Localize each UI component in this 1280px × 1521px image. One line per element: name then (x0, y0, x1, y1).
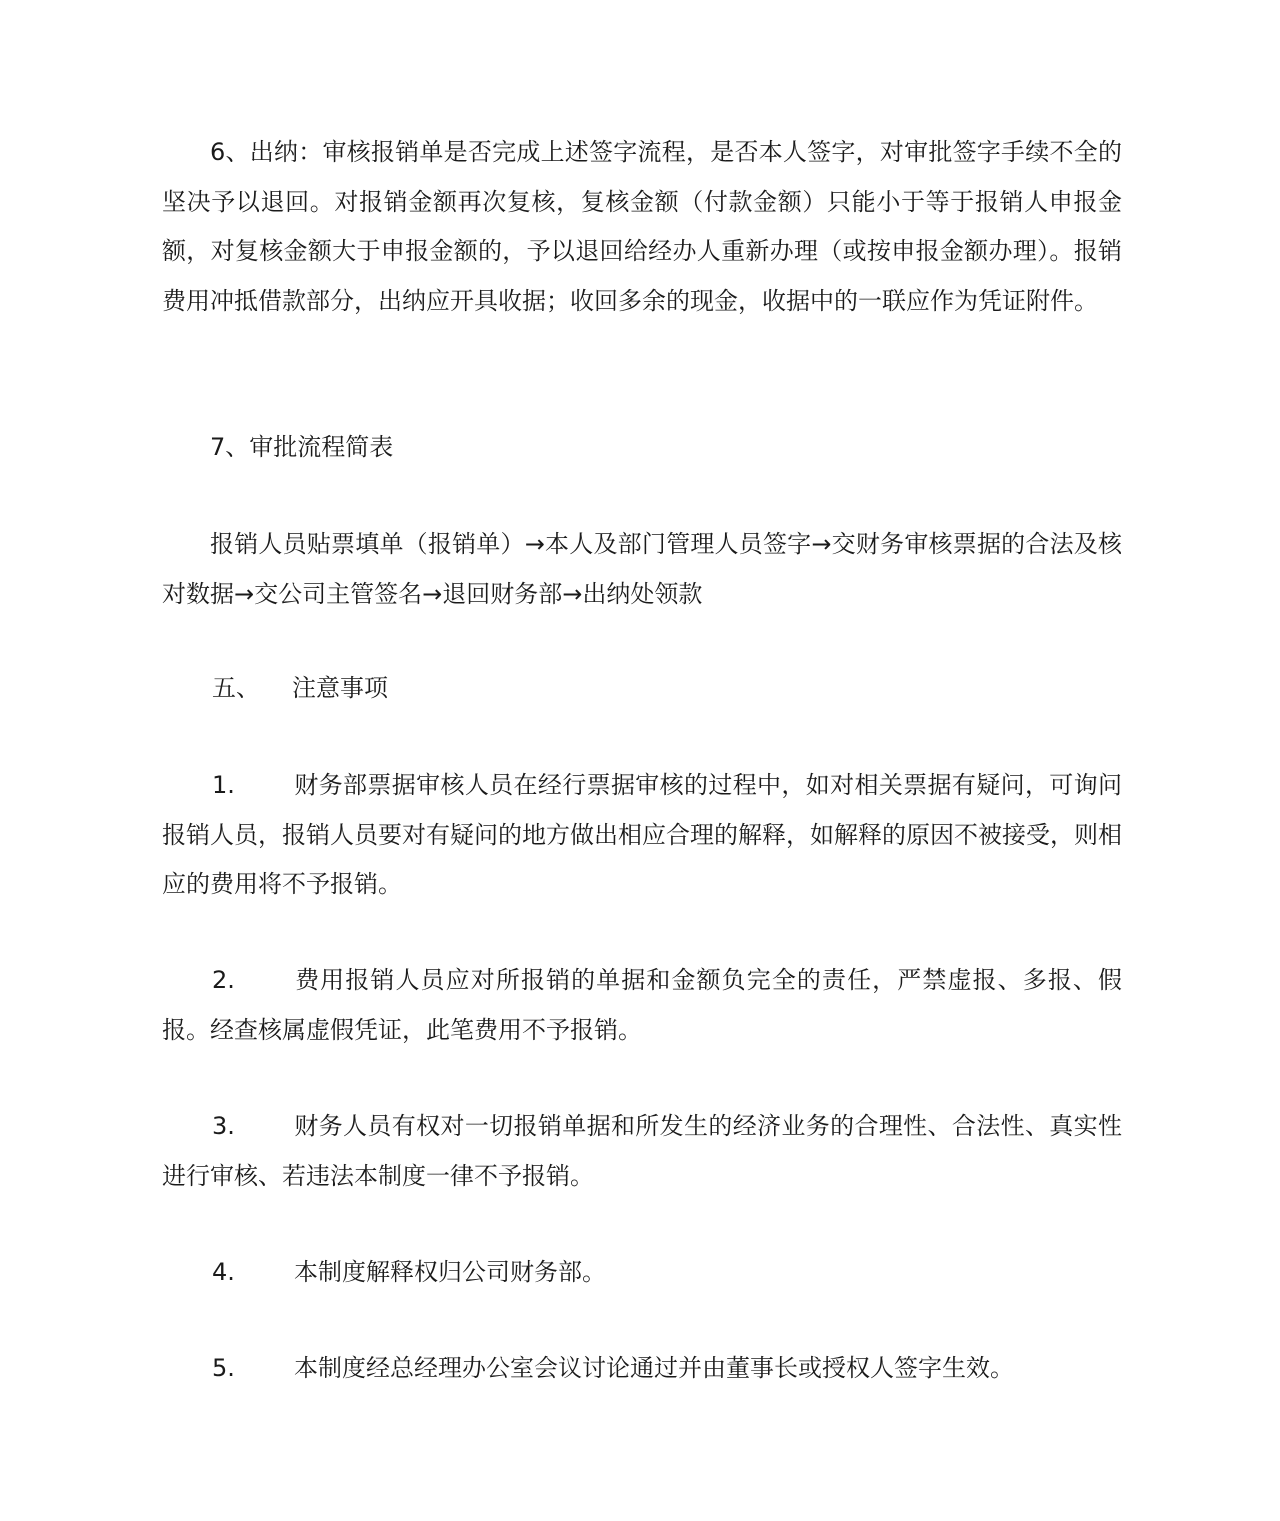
list-item (162, 761, 1122, 910)
section-title: 注意事项 (292, 674, 388, 702)
list-item-number: 1. (212, 771, 235, 799)
list-item (162, 1102, 1122, 1201)
list-item (162, 1248, 1122, 1298)
list-item-text: 本制度解释权归公司财务部。 (294, 1258, 606, 1286)
list-item-text: 费用报销人员应对所报销的单据和金额负完全的责任，严禁虚报、多报、假报。经查核属虚假凭证，此笔费用不予报销。 (162, 966, 1122, 1044)
list-item-number: 3. (212, 1112, 235, 1140)
list-item (162, 1344, 1122, 1394)
list-item-text: 本制度经总经理办公室会议讨论通过并由董事长或授权人签字生效。 (294, 1354, 1014, 1382)
list-item-text: 财务人员有权对一切报销单据和所发生的经济业务的合理性、合法性、真实性进行审核、若违法本制度一律不予报销。 (162, 1112, 1122, 1190)
list-item-number: 5. (212, 1354, 235, 1382)
paragraph-approval-flow-heading: 7、审批流程简表 (210, 433, 394, 461)
section-heading-notes (162, 664, 1122, 714)
list-item-number: 2. (212, 966, 235, 994)
list-item-number: 4. (212, 1258, 235, 1286)
paragraph-approval-flow: 报销人员贴票填单（报销单）→本人及部门管理人员签字→交财务审核票据的合法及核对数据→交公司主管签名→退回财务部→出纳处领款 (162, 530, 1122, 608)
paragraph-cashier: 6、出纳：审核报销单是否完成上述签字流程，是否本人签字，对审批签字手续不全的坚决予以退回。对报销金额再次复核，复核金额（付款金额）只能小于等于报销人申报金额，对复核金额大于申报金额的，予以退回给经办人重新办理（或按申报金额办理）。报销费用冲抵借款部分，出纳应开具收据；收回多余的现金，收据中的一联应作为凭证附件。 (162, 138, 1122, 315)
list-item-text: 财务部票据审核人员在经行票据审核的过程中，如对相关票据有疑问，可询问报销人员，报销人员要对有疑问的地方做出相应合理的解释，如解释的原因不被接受，则相应的费用将不予报销。 (162, 771, 1122, 898)
section-number: 五、 (212, 674, 260, 702)
list-item (162, 956, 1122, 1055)
